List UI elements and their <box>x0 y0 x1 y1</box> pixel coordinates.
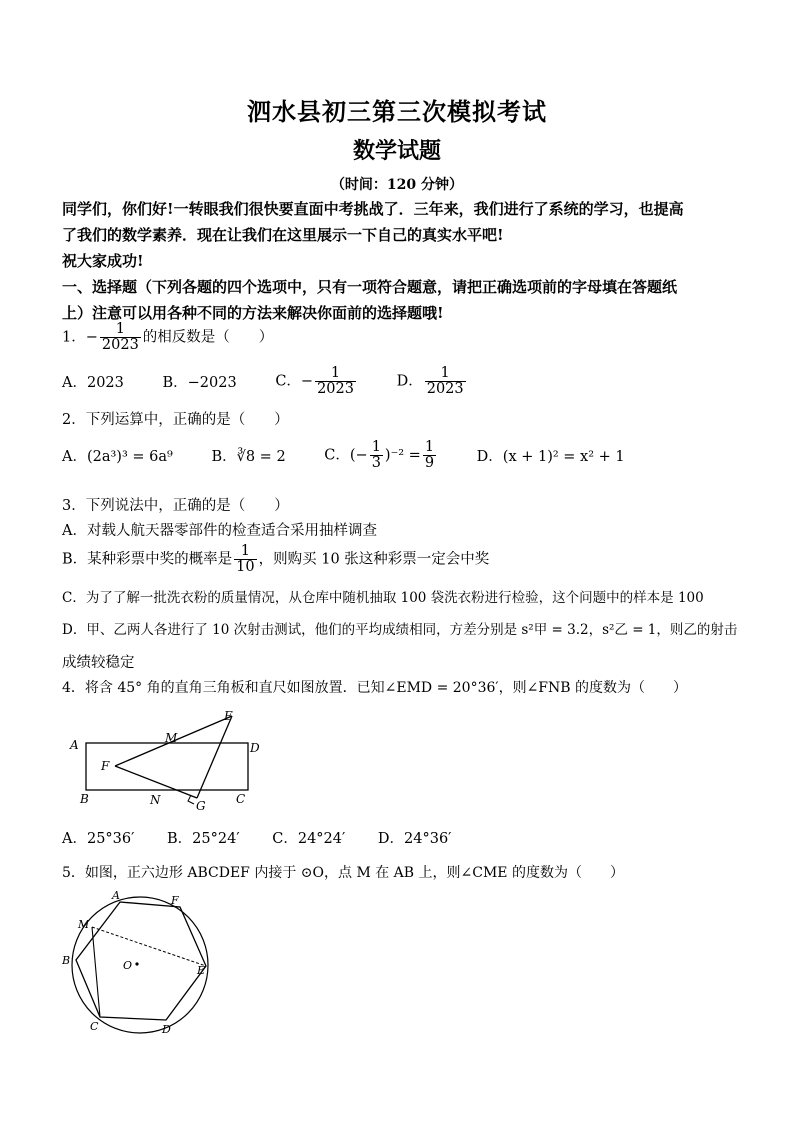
label-d: D <box>250 741 260 755</box>
label-o: O <box>123 959 133 972</box>
label-b: B <box>62 954 71 967</box>
q1-d-num: 1 <box>425 366 466 382</box>
q2-option-d: D．(x + 1)² = x² + 1 <box>476 449 625 466</box>
segment-me <box>92 927 206 966</box>
q1-frac-num: 1 <box>100 322 141 338</box>
label-m: M <box>78 918 90 931</box>
exam-title: 泗水县初三第三次模拟考试 <box>247 97 547 126</box>
q3-stem: 3．下列说法中，正确的是（ ） <box>62 498 289 514</box>
q1-stem-text: 的相反数是（ ） <box>142 329 274 346</box>
q1-number: 1． <box>62 329 86 346</box>
q1-c-prefix: C．− <box>275 373 314 390</box>
q1-c-num: 1 <box>315 366 356 382</box>
q2-option-c <box>324 440 438 471</box>
q1-c-den: 2023 <box>317 381 354 398</box>
label-n: N <box>150 793 161 807</box>
q1-stem <box>62 322 273 353</box>
intro-line-3: 祝大家成功! <box>62 252 144 270</box>
exam-subtitle: 数学试题 <box>352 138 441 164</box>
section1-line-2: 上）注意可以用各种不同的方法来解决你面前的选择题哦! <box>62 304 444 322</box>
q3-b-suffix: ，则购买 10 张这种彩票一定会中奖 <box>258 551 490 568</box>
label-f: F <box>171 894 179 907</box>
label-e: E <box>197 964 206 977</box>
q1-option-a: A．2023 <box>62 375 124 392</box>
q5-figure <box>60 890 220 1040</box>
exam-time: （时间：120 分钟） <box>330 177 464 193</box>
label-g: G <box>196 799 206 813</box>
q2-c-prefix: C．(− <box>324 447 368 464</box>
label-m: M <box>165 731 178 745</box>
q2-option-a: A．(2a³)³ = 6a⁹ <box>62 449 173 466</box>
q2-options <box>62 440 659 471</box>
q4-options <box>62 827 485 848</box>
q3-b-fraction <box>234 544 256 575</box>
q1-option-b: B．−2023 <box>162 375 237 392</box>
q2-c-fraction <box>370 440 383 471</box>
q4-figure <box>60 702 270 814</box>
q2-option-b: B．∛8 = 2 <box>211 449 286 466</box>
q1-option-c <box>275 366 358 397</box>
q1-d-den: 2023 <box>426 381 464 398</box>
q3-option-b <box>62 544 489 575</box>
circle-o <box>72 897 208 1033</box>
label-f: F <box>101 759 110 773</box>
section1-line-1: 一、选择题（下列各题的四个选项中，只有一项符合题意，请把正确选项前的字母填在答题纸 <box>62 278 678 296</box>
q3-option-d-line-1: D．甲、乙两人各进行了 10 次射击测试，他们的平均成绩相同，方差分别是 s²甲 = 3.2，s²乙 = 1，则乙的射击 <box>62 622 738 638</box>
q4-option-c: C．24°24′ <box>272 831 346 847</box>
q1-options <box>62 366 502 397</box>
center-point-o <box>135 962 138 965</box>
q4-option-d: D．24°36′ <box>377 831 452 847</box>
intro-line-2: 了我们的数学素养．现在让我们在这里展示一下自己的真实水平吧! <box>62 226 504 244</box>
q2-c-rnum: 1 <box>424 439 435 455</box>
q1-d-fraction <box>425 366 466 397</box>
label-d: D <box>162 1023 171 1036</box>
ruler-rectangle <box>86 743 248 790</box>
q3-b-den: 10 <box>236 559 255 576</box>
q1-frac-den: 2023 <box>101 337 139 354</box>
q2-c-rden: 9 <box>424 455 435 472</box>
q2-c-den: 3 <box>371 455 381 472</box>
q2-stem: 2．下列运算中，正确的是（ ） <box>62 412 289 428</box>
q1-neg-sign: − <box>85 329 98 346</box>
q4-stem: 4．将含 45° 角的直角三角板和直尺如图放置．已知∠EMD = 20°36′，则∠FNB 的度数为（ ） <box>62 680 688 696</box>
label-e: E <box>224 709 233 723</box>
label-c: C <box>90 1020 99 1033</box>
q4-option-b: B．25°24′ <box>167 831 240 847</box>
q4-option-a: A．25°36′ <box>62 831 135 847</box>
intro-line-1: 同学们，你们好!一转眼我们很快要直面中考挑战了．三年来，我们进行了系统的学习，也提高 <box>62 200 684 218</box>
q3-option-d-line-2: 成绩较稳定 <box>62 655 135 671</box>
q2-c-num: 1 <box>371 439 381 455</box>
q2-c-result <box>423 440 436 471</box>
q3-b-prefix: B．某种彩票中奖的概率是 <box>62 551 233 568</box>
q3-option-c: C．为了了解一批洗衣粉的质量情况，从仓库中随机抽取 100 袋洗衣粉进行检验，这个问题中的样本是 100 <box>62 590 704 606</box>
q3-b-num: 1 <box>234 544 256 560</box>
q2-c-mid: )⁻² = <box>384 447 421 464</box>
q1-c-fraction <box>315 366 356 397</box>
label-a: A <box>112 890 120 902</box>
label-c: C <box>236 792 246 806</box>
q1-fraction <box>100 322 141 353</box>
label-b: B <box>80 792 89 806</box>
q3-option-a: A．对载人航天器零部件的检查适合采用抽样调查 <box>62 523 377 539</box>
q5-stem: 5．如图，正六边形 ABCDEF 内接于 ⊙O，点 M 在 AB 上，则∠CME 的度数为（ ） <box>62 865 624 881</box>
q1-d-prefix: D． <box>396 373 423 390</box>
segment-mc <box>92 927 100 1017</box>
q1-option-d <box>397 366 468 397</box>
label-a: A <box>70 738 79 752</box>
